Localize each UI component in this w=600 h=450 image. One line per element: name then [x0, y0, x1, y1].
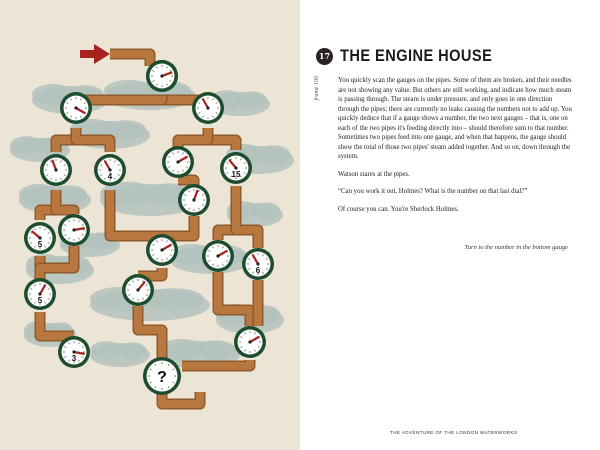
gauge-value: 5 [37, 296, 43, 305]
paragraph-holmes: Of course you can. You're Sherlock Holmes. [338, 205, 459, 213]
gauge-value: 15 [231, 170, 241, 179]
chapter-header [316, 46, 517, 66]
pipe-segment [110, 54, 150, 66]
gauge-value: 6 [255, 266, 261, 275]
pressure-gauge-icon [192, 92, 224, 124]
paragraph-intro: You quickly scan the gauges on the pipes. Some of them are broken, and their needles are not showing any value. But others are still working, and indicate how much steam is passing through. The steam is under pressure, and only goes in one direction through the pipes; there are currently no leaks causing the numbers not to add up. You quickly deduce that if a gauge shows a number, the two next gauges – that is, one on each of the two pipes it's feeding directly into – should therefore sum to that number. Sometimes two pipes feed into one gauge, and when that happens, the gauge should show the total of those two pipes' steam added together. And so on, down through the system. [338, 77, 572, 160]
pressure-gauge-icon [58, 336, 90, 368]
pressure-gauge-icon [146, 234, 178, 266]
pressure-gauge-icon [58, 214, 90, 246]
inflow-arrow-icon [80, 44, 110, 64]
text-page [300, 0, 600, 450]
pressure-gauge-icon [202, 240, 234, 272]
pressure-gauge-icon [146, 60, 178, 92]
chapter-body [338, 76, 574, 222]
gauge-value: 4 [107, 172, 113, 181]
pressure-gauge-icon [234, 326, 266, 358]
pressure-gauge-icon [94, 154, 126, 186]
pressure-gauge-icon [24, 222, 56, 254]
gauge-value: 5 [37, 240, 43, 249]
turn-to-hint: Turn to the number in the bottom gauge [464, 244, 568, 251]
chapter-title: THE ENGINE HOUSE [340, 46, 493, 65]
paragraph-watson: Watson stares at the pipes. [338, 170, 410, 178]
paragraph-quote: “Can you work it out, Holmes? What is the number on that last dial?” [338, 188, 528, 195]
pressure-gauge-icon [122, 274, 154, 306]
pressure-gauge-icon [24, 278, 56, 310]
running-footer: THE ADVENTURE OF THE LONDON WATERWORKS [390, 430, 518, 435]
pressure-gauge-icon [220, 152, 252, 184]
chapter-number: 17 [316, 48, 333, 65]
pressure-gauge-icon [60, 92, 92, 124]
cloud-shape [90, 341, 150, 367]
pressure-gauge-icon [162, 146, 194, 178]
pressure-gauge-icon [178, 184, 210, 216]
pressure-gauge-icon [143, 357, 181, 395]
gauge-value: ? [157, 369, 167, 386]
side-note: frame 100 [314, 76, 320, 101]
pressure-gauge-icon [242, 248, 274, 280]
pressure-gauge-icon [40, 154, 72, 186]
gauge-value: 3 [71, 354, 77, 363]
